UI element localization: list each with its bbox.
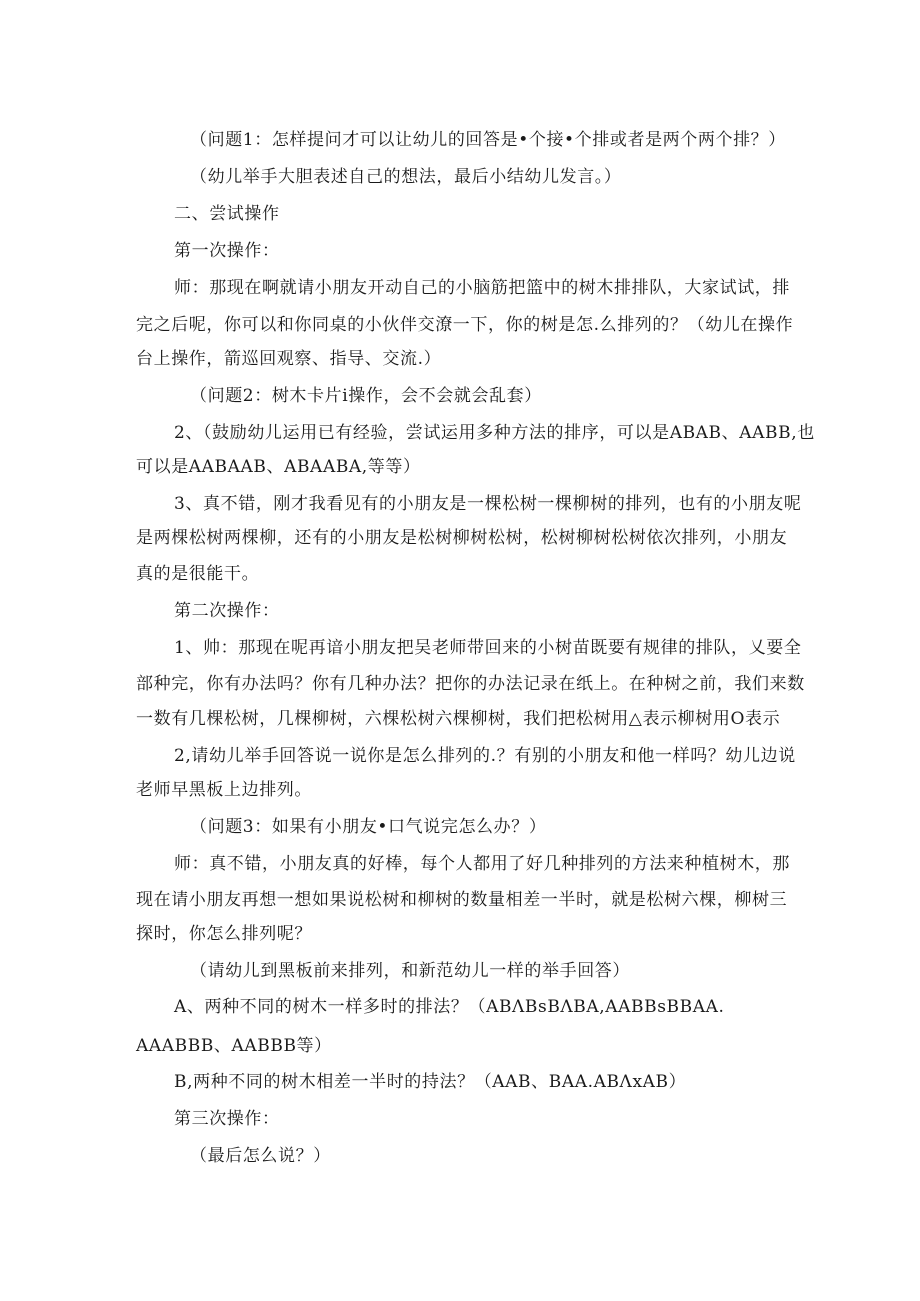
method-b-line: B,两种不同的树木相差一半时的持法？（AAB、BAA.ABΛxAB） xyxy=(174,1072,687,1092)
paragraph-line: 台上操作，箭巡回观察、指导、交流.） xyxy=(136,349,442,369)
section-heading-try-operation: 二、尝试操作 xyxy=(174,204,280,224)
method-a-line: A、两种不同的树木一样多时的排法？（ABΛBsBΛBA,AABBsBBAA. xyxy=(174,997,725,1017)
paragraph-line: 是两棵松树两棵柳，还有的小朋友是松树柳树松树，松树柳树松树依次排列，小朋友 xyxy=(136,528,788,548)
paragraph-line: 可以是AABAAB、ABAABA,等等） xyxy=(136,457,421,477)
paragraph-line: 探时，你怎么排列呢？ xyxy=(136,924,312,944)
second-operation-heading: 第二次操作： xyxy=(174,601,280,621)
paragraph-line: 3、真不错，刚才我看见有的小朋友是一棵松树一棵柳树的排列，也有的小朋友呢 xyxy=(174,494,802,514)
paragraph-line: 完之后呢，你可以和你同桌的小伙伴交潦一下，你的树是怎.么排列的？（幼儿在操作 xyxy=(136,315,794,335)
third-operation-heading: 第三次操作： xyxy=(174,1109,280,1129)
paragraph-line: 老师早黑板上边排列。 xyxy=(136,780,312,800)
first-operation-heading: 第一次操作： xyxy=(174,241,280,261)
paragraph-line: 一数有几棵松树，几棵柳树，六棵松树六棵柳树，我们把松树用△表示柳树用O表示 xyxy=(136,709,781,729)
blackboard-note: （请幼儿到黑板前来排列，和新范幼儿一样的举手回答） xyxy=(190,961,630,981)
paragraph-line: 2,请幼儿举手回答说一说你是怎么排列的.？有别的小朋友和他一样吗？幼儿边说 xyxy=(174,746,796,766)
paragraph-line: 现在请小朋友再想一想如果说松树和柳树的数量相差一半时，就是松树六棵，柳树三 xyxy=(136,890,788,910)
paragraph-line: 师：那现在啊就请小朋友开动自己的小脑筋把篮中的树木排排队，大家试试，排 xyxy=(174,278,790,298)
paragraph-line: 1、帅：那现在呢再谙小朋友把吴老师带回来的小树苗既要有规律的排队，乂要全 xyxy=(174,638,802,658)
children-express-note: （幼儿举手大胆表述自己的想法，最后小结幼儿发言。） xyxy=(190,167,622,187)
question-2-note: （问题2：树木卡片i操作，会不会就会乱套） xyxy=(190,386,542,406)
paragraph-line: 部种完，你有办法吗？你有几种办法？把你的办法记录在纸上。在种树之前，我们来数 xyxy=(136,674,805,694)
final-question-note: （最后怎么说？） xyxy=(190,1146,331,1166)
paragraph-line: 师：真不错，小朋友真的好棒，每个人都用了好几种排列的方法来种植树木，那 xyxy=(174,854,790,874)
question-3-note: （问题3：如果有小朋友•口气说完怎么办？） xyxy=(190,817,547,837)
paragraph-line: 真的是很能干。 xyxy=(136,564,260,584)
method-a-continuation: AAABBB、AABBB等） xyxy=(136,1036,332,1056)
paragraph-line: 2、（鼓励幼儿运用已有经验，尝试运用多种方法的排序，可以是ABAB、AABB,也 xyxy=(174,423,815,443)
question-1-note: （问题1：怎样提问才可以让幼儿的回答是•个接•个排或者是两个两个排？） xyxy=(190,130,786,150)
